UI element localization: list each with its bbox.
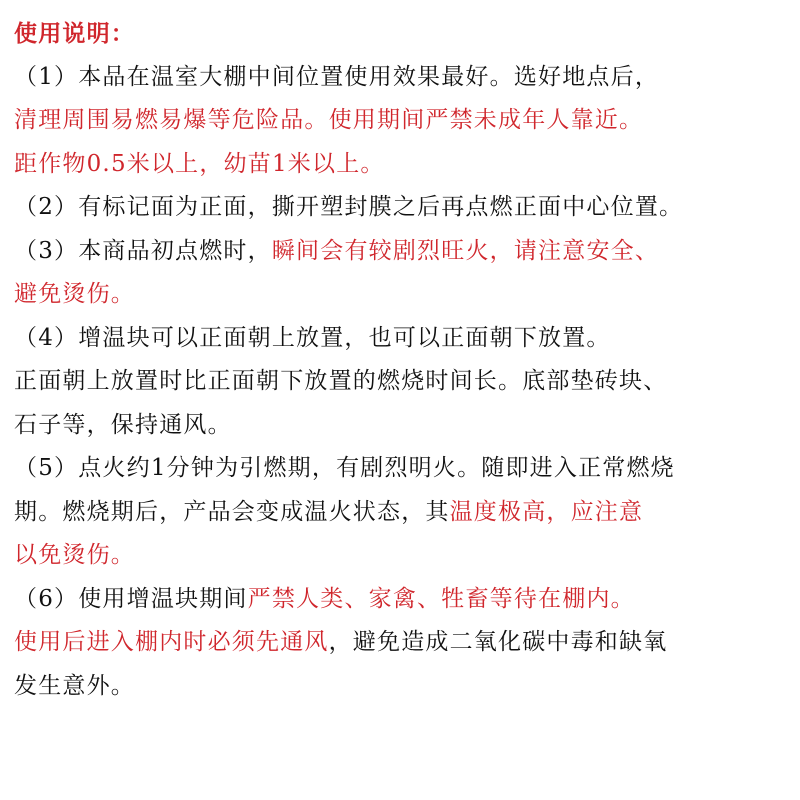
item-4-text-cont: 正面朝上放置时比正面朝下放置的燃烧时间长。底部垫砖块、 <box>14 368 668 394</box>
item-1-distance-warning: 距作物0.5米以上，幼苗1米以上。 <box>14 150 385 177</box>
item-1-text: （1）本品在温室大棚中间位置使用效果最好。选好地点后， <box>14 63 660 90</box>
line-7 <box>14 317 786 361</box>
item-6-warning: 严禁人类、家禽、牲畜等待在棚内。 <box>247 585 635 612</box>
item-3-text: （3）本商品初点燃时， <box>14 237 272 264</box>
item-5-text-cont: 期。燃烧期后，产品会变成温火状态，其 <box>14 498 450 525</box>
line-15 <box>14 665 786 709</box>
item-3-warning: 瞬间会有较剧烈旺火，请注意安全、 <box>271 237 660 264</box>
item-5-warning: 温度极高，应注意 <box>449 498 644 525</box>
line-13 <box>14 578 786 622</box>
line-2 <box>14 99 786 143</box>
line-0 <box>14 12 786 56</box>
item-2-text: （2）有标记面为正面，撕开塑封膜之后再点燃正面中心位置。 <box>14 194 684 220</box>
section-title: 使用说明： <box>14 20 135 47</box>
item-6-ventilation-warning: 使用后进入棚内时必须先通风 <box>14 629 329 655</box>
line-11 <box>14 491 786 535</box>
line-9 <box>14 404 786 448</box>
item-6-text-cont: ，避免造成二氧化碳中毒和缺氧 <box>328 629 668 655</box>
item-1-warning: 清理周围易燃易爆等危险品。使用期间严禁未成年人靠近。 <box>14 107 644 133</box>
line-6 <box>14 273 786 317</box>
line-8 <box>14 360 786 404</box>
item-4-text-end: 石子等，保持通风。 <box>14 411 232 438</box>
line-5 <box>14 230 786 274</box>
item-6-text: （6）使用增温块期间 <box>14 585 248 612</box>
line-1 <box>14 56 786 100</box>
item-6-text-end: 发生意外。 <box>14 672 135 699</box>
item-5-warning-cont: 以免烫伤。 <box>14 542 135 568</box>
item-5-text: （5）点火约1分钟为引燃期，有剧烈明火。随即进入正常燃烧 <box>14 455 675 481</box>
line-10 <box>14 447 786 491</box>
item-3-warning-cont: 避免烫伤。 <box>14 281 135 307</box>
line-3 <box>14 143 786 187</box>
line-14 <box>14 621 786 665</box>
line-12 <box>14 534 786 578</box>
line-4 <box>14 186 786 230</box>
item-4-text: （4）增温块可以正面朝上放置，也可以正面朝下放置。 <box>14 324 611 351</box>
